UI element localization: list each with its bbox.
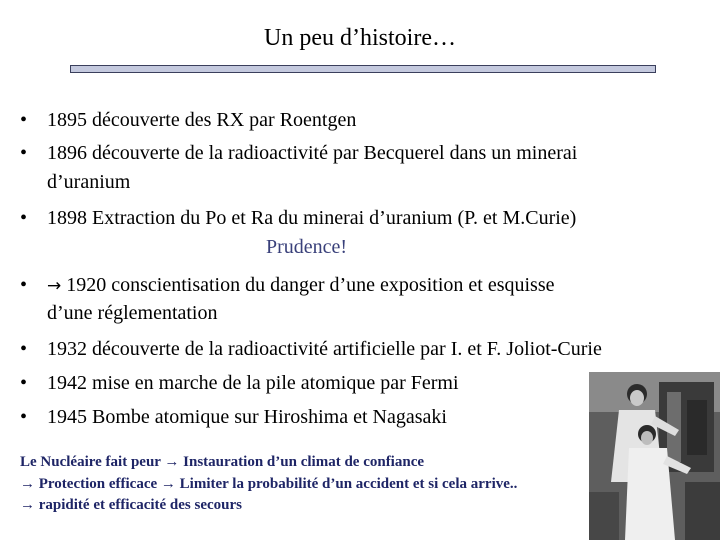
bullet-text: 1898 Extraction du Po et Ra du minerai d’uranium (P. et M.Curie): [47, 207, 577, 229]
footer-line-2: → Protection efficace → Limiter la probabilité d’un accident et si cela arrive..: [20, 476, 518, 492]
bullet-text: 1896 découverte de la radioactivité par Becquerel dans un minerai: [47, 142, 578, 164]
prudence-note: Prudence!: [266, 236, 348, 258]
footer-line-1: Le Nucléaire fait peur → Instauration d’un climat de confiance: [20, 454, 425, 470]
bullet-text: d’une réglementation: [47, 302, 218, 324]
slide-title: Un peu d’histoire…: [264, 25, 456, 51]
bullet-dot: •: [20, 274, 28, 296]
bullet-dot: •: [20, 109, 28, 131]
historical-lab-photo-icon: [589, 372, 720, 540]
bullet-text-body: 1920 conscientisation du danger d’une exposition et esquisse: [61, 274, 555, 296]
bullet-dot: •: [20, 372, 28, 394]
bullet-dot: •: [20, 338, 28, 360]
title-divider: [70, 65, 656, 73]
bullet-dot: •: [20, 406, 28, 428]
bullet-text: 1945 Bombe atomique sur Hiroshima et Nagasaki: [47, 406, 447, 428]
bullet-text: 1895 découverte des RX par Roentgen: [47, 109, 357, 131]
bullet-dot: •: [20, 142, 28, 164]
footer-line-3: → rapidité et efficacité des secours: [20, 497, 243, 513]
bullet-text: 1932 découverte de la radioactivité artificielle par I. et F. Joliot-Curie: [47, 338, 602, 360]
bullet-text: d’uranium: [47, 171, 131, 193]
right-arrow-icon: →: [47, 276, 62, 296]
bullet-text: [47, 272, 554, 300]
bullet-dot: •: [20, 207, 28, 229]
bullet-text: 1942 mise en marche de la pile atomique par Fermi: [47, 372, 459, 394]
